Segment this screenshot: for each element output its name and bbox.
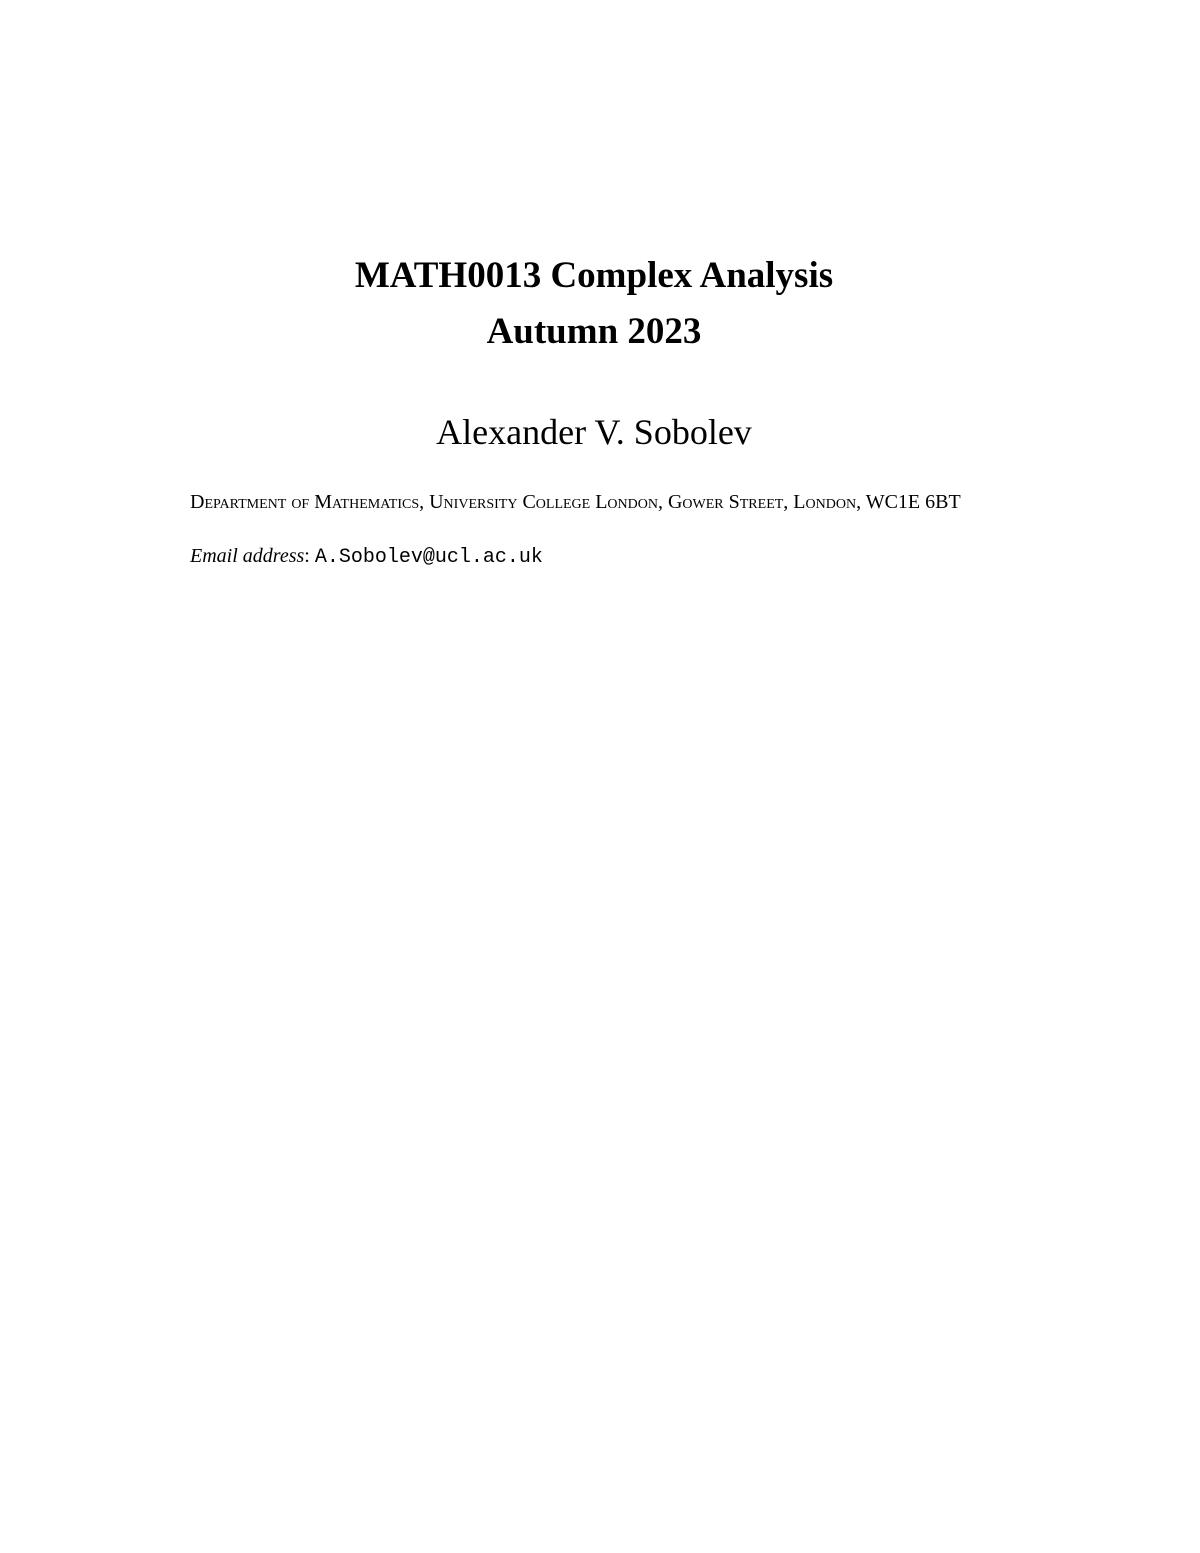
affiliation — [156, 490, 1046, 515]
affiliation-department: Department of Mathematics, University College London, Gower Street, London, — [190, 491, 862, 513]
author-name: Alexander V. Sobolev — [436, 412, 752, 452]
email-line — [190, 544, 543, 570]
email-separator: : — [304, 545, 315, 567]
title-block — [0, 248, 1188, 360]
course-title: MATH0013 Complex Analysis — [354, 255, 834, 296]
term-title: Autumn 2023 — [486, 311, 702, 352]
email-label: Email address — [190, 545, 305, 567]
affiliation-postcode: WC1E 6BT — [861, 491, 961, 513]
email-address[interactable]: A.Sobolev@ucl.ac.uk — [314, 546, 543, 569]
